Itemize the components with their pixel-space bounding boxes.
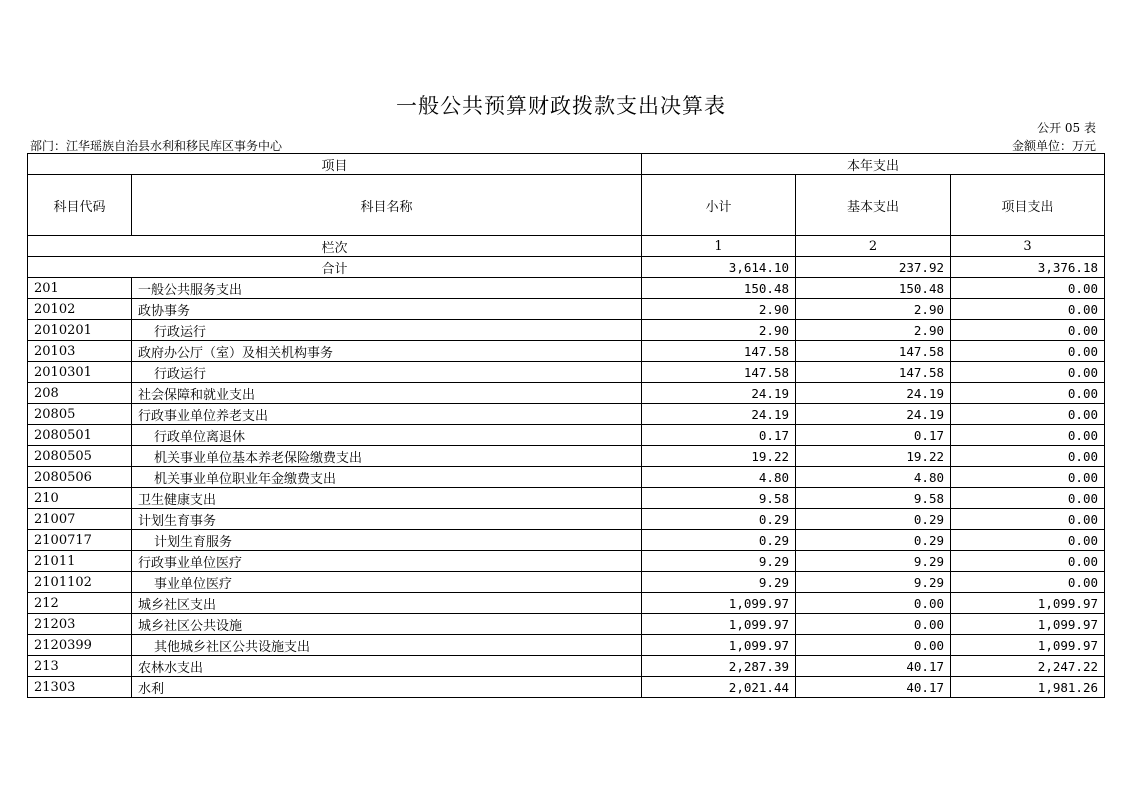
row-subtotal: 2,021.44 — [642, 677, 796, 698]
row-basic: 9.29 — [796, 572, 951, 593]
row-basic: 24.19 — [796, 383, 951, 404]
row-basic: 147.58 — [796, 362, 951, 383]
header-project: 项目 — [28, 154, 642, 175]
row-basic: 2.90 — [796, 320, 951, 341]
row-name: 水利 — [132, 677, 642, 698]
row-code: 210 — [28, 488, 132, 509]
column-index-1: 1 — [642, 236, 796, 257]
row-subtotal: 24.19 — [642, 404, 796, 425]
row-code: 21011 — [28, 551, 132, 572]
table-row — [28, 341, 1105, 362]
row-subtotal: 1,099.97 — [642, 635, 796, 656]
row-name: 行政运行 — [132, 320, 642, 341]
row-subtotal: 2,287.39 — [642, 656, 796, 677]
header-project-expense: 项目支出 — [951, 175, 1105, 236]
header-code: 科目代码 — [28, 175, 132, 236]
row-basic: 150.48 — [796, 278, 951, 299]
table-row — [28, 572, 1105, 593]
row-code: 2010301 — [28, 362, 132, 383]
row-basic: 0.00 — [796, 614, 951, 635]
row-name: 计划生育事务 — [132, 509, 642, 530]
row-subtotal: 0.29 — [642, 530, 796, 551]
row-name: 农林水支出 — [132, 656, 642, 677]
row-project: 0.00 — [951, 425, 1105, 446]
row-code: 20102 — [28, 299, 132, 320]
table-row — [28, 299, 1105, 320]
total-subtotal: 3,614.10 — [642, 257, 796, 278]
table-row — [28, 404, 1105, 425]
row-code: 2080501 — [28, 425, 132, 446]
table-row — [28, 467, 1105, 488]
row-basic: 0.00 — [796, 635, 951, 656]
total-row — [28, 257, 1105, 278]
row-subtotal: 2.90 — [642, 299, 796, 320]
row-basic: 9.29 — [796, 551, 951, 572]
row-project: 0.00 — [951, 530, 1105, 551]
budget-table — [27, 153, 1105, 698]
row-project: 0.00 — [951, 278, 1105, 299]
row-code: 2101102 — [28, 572, 132, 593]
row-subtotal: 0.17 — [642, 425, 796, 446]
amount-unit-label: 金额单位：万元 — [1011, 139, 1096, 153]
row-name: 计划生育服务 — [132, 530, 642, 551]
row-project: 0.00 — [951, 341, 1105, 362]
row-project: 0.00 — [951, 572, 1105, 593]
row-name: 机关事业单位基本养老保险缴费支出 — [132, 446, 642, 467]
row-basic: 0.00 — [796, 593, 951, 614]
row-code: 21007 — [28, 509, 132, 530]
row-name: 政协事务 — [132, 299, 642, 320]
header-name: 科目名称 — [132, 175, 642, 236]
column-index-3: 3 — [951, 236, 1105, 257]
row-code: 208 — [28, 383, 132, 404]
header-current-year: 本年支出 — [642, 154, 1105, 175]
table-row — [28, 677, 1105, 698]
row-project: 0.00 — [951, 467, 1105, 488]
row-name: 社会保障和就业支出 — [132, 383, 642, 404]
row-project: 0.00 — [951, 320, 1105, 341]
row-name: 事业单位医疗 — [132, 572, 642, 593]
table-row — [28, 593, 1105, 614]
row-code: 21203 — [28, 614, 132, 635]
row-code: 213 — [28, 656, 132, 677]
row-name: 行政单位离退休 — [132, 425, 642, 446]
row-subtotal: 9.29 — [642, 551, 796, 572]
row-subtotal: 147.58 — [642, 362, 796, 383]
row-basic: 0.17 — [796, 425, 951, 446]
row-subtotal: 9.29 — [642, 572, 796, 593]
row-project: 1,099.97 — [951, 614, 1105, 635]
column-index-label: 栏次 — [28, 236, 642, 257]
row-name: 城乡社区支出 — [132, 593, 642, 614]
row-name: 城乡社区公共设施 — [132, 614, 642, 635]
row-subtotal: 150.48 — [642, 278, 796, 299]
row-basic: 40.17 — [796, 677, 951, 698]
row-code: 20805 — [28, 404, 132, 425]
row-project: 0.00 — [951, 488, 1105, 509]
form-number: 公开 05 表 — [1037, 121, 1096, 135]
row-name: 行政事业单位医疗 — [132, 551, 642, 572]
column-index-2: 2 — [796, 236, 951, 257]
row-subtotal: 1,099.97 — [642, 593, 796, 614]
row-name: 行政运行 — [132, 362, 642, 383]
row-project: 0.00 — [951, 446, 1105, 467]
row-code: 201 — [28, 278, 132, 299]
table-row — [28, 320, 1105, 341]
table-row — [28, 656, 1105, 677]
row-code: 2080505 — [28, 446, 132, 467]
table-row — [28, 509, 1105, 530]
row-project: 0.00 — [951, 404, 1105, 425]
row-name: 行政事业单位养老支出 — [132, 404, 642, 425]
table-row — [28, 425, 1105, 446]
header-subtotal: 小计 — [642, 175, 796, 236]
row-basic: 19.22 — [796, 446, 951, 467]
row-code: 20103 — [28, 341, 132, 362]
header-basic: 基本支出 — [796, 175, 951, 236]
row-project: 0.00 — [951, 299, 1105, 320]
table-row — [28, 383, 1105, 404]
row-subtotal: 24.19 — [642, 383, 796, 404]
row-code: 212 — [28, 593, 132, 614]
row-project: 0.00 — [951, 551, 1105, 572]
page-title: 一般公共预算财政拨款支出决算表 — [396, 94, 726, 118]
row-subtotal: 0.29 — [642, 509, 796, 530]
row-basic: 0.29 — [796, 509, 951, 530]
row-project: 0.00 — [951, 509, 1105, 530]
row-name: 其他城乡社区公共设施支出 — [132, 635, 642, 656]
table-row — [28, 635, 1105, 656]
row-project: 0.00 — [951, 362, 1105, 383]
row-project: 2,247.22 — [951, 656, 1105, 677]
row-basic: 9.58 — [796, 488, 951, 509]
row-basic: 40.17 — [796, 656, 951, 677]
table-row — [28, 362, 1105, 383]
row-subtotal: 1,099.97 — [642, 614, 796, 635]
row-code: 2100717 — [28, 530, 132, 551]
row-name: 一般公共服务支出 — [132, 278, 642, 299]
table-row — [28, 530, 1105, 551]
row-project: 0.00 — [951, 383, 1105, 404]
total-basic: 237.92 — [796, 257, 951, 278]
row-project: 1,099.97 — [951, 635, 1105, 656]
department-label: 部门：江华瑶族自治县水利和移民库区事务中心 — [30, 139, 283, 153]
table-row — [28, 278, 1105, 299]
row-subtotal: 4.80 — [642, 467, 796, 488]
total-label: 合计 — [28, 257, 642, 278]
row-subtotal: 9.58 — [642, 488, 796, 509]
row-basic: 4.80 — [796, 467, 951, 488]
row-code: 21303 — [28, 677, 132, 698]
table-row — [28, 446, 1105, 467]
row-name: 政府办公厅（室）及相关机构事务 — [132, 341, 642, 362]
total-project: 3,376.18 — [951, 257, 1105, 278]
row-subtotal: 147.58 — [642, 341, 796, 362]
row-basic: 24.19 — [796, 404, 951, 425]
row-code: 2120399 — [28, 635, 132, 656]
row-name: 卫生健康支出 — [132, 488, 642, 509]
row-subtotal: 2.90 — [642, 320, 796, 341]
table-row — [28, 614, 1105, 635]
row-project: 1,981.26 — [951, 677, 1105, 698]
row-basic: 0.29 — [796, 530, 951, 551]
row-project: 1,099.97 — [951, 593, 1105, 614]
row-basic: 147.58 — [796, 341, 951, 362]
row-name: 机关事业单位职业年金缴费支出 — [132, 467, 642, 488]
row-code: 2080506 — [28, 467, 132, 488]
table-row — [28, 488, 1105, 509]
row-code: 2010201 — [28, 320, 132, 341]
table-row — [28, 551, 1105, 572]
row-basic: 2.90 — [796, 299, 951, 320]
row-subtotal: 19.22 — [642, 446, 796, 467]
